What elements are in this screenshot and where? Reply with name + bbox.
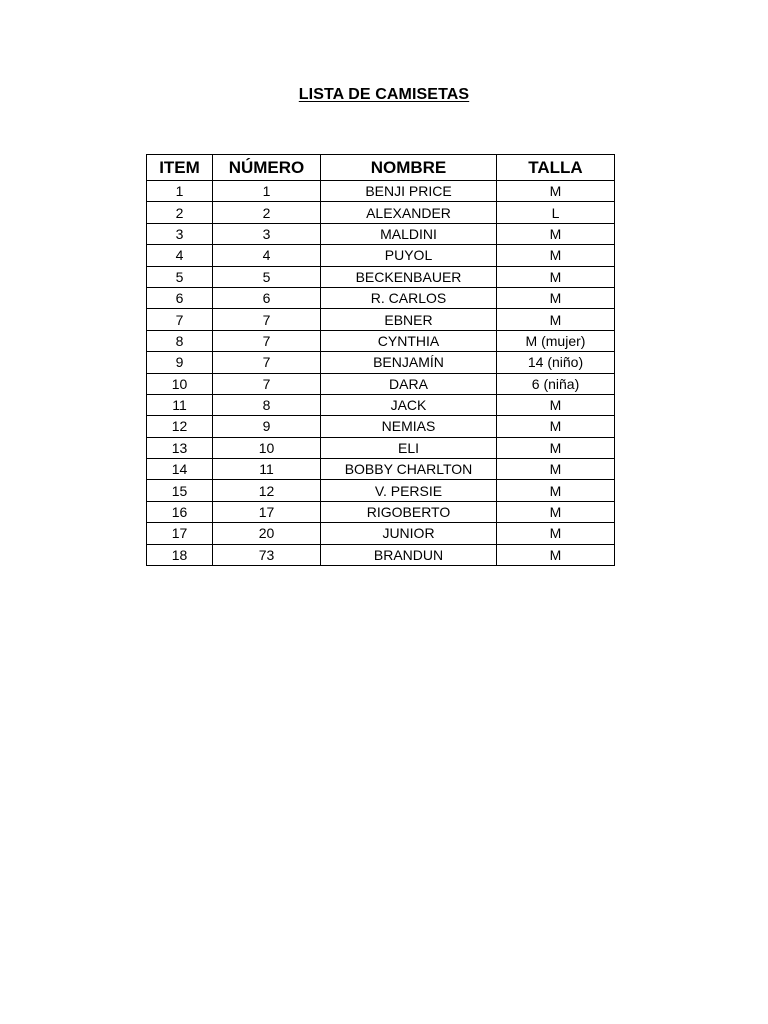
cell-talla: M	[497, 523, 615, 544]
cell-item: 4	[147, 245, 213, 266]
cell-item: 15	[147, 480, 213, 501]
cell-nombre: BRANDUN	[321, 544, 497, 565]
cell-nombre: JUNIOR	[321, 523, 497, 544]
cell-talla: M	[497, 266, 615, 287]
cell-nombre: R. CARLOS	[321, 287, 497, 308]
cell-item: 3	[147, 223, 213, 244]
table-row	[147, 394, 615, 415]
cell-item: 1	[147, 181, 213, 202]
table-row	[147, 330, 615, 351]
table-row	[147, 480, 615, 501]
cell-nombre: MALDINI	[321, 223, 497, 244]
cell-talla: M	[497, 501, 615, 522]
cell-numero: 3	[213, 223, 321, 244]
cell-numero: 7	[213, 330, 321, 351]
cell-talla: 14 (niño)	[497, 352, 615, 373]
table-row	[147, 287, 615, 308]
cell-numero: 12	[213, 480, 321, 501]
cell-talla: M	[497, 416, 615, 437]
table-body	[147, 181, 615, 566]
cell-nombre: RIGOBERTO	[321, 501, 497, 522]
cell-talla: M	[497, 287, 615, 308]
cell-talla: M	[497, 544, 615, 565]
cell-numero: 7	[213, 373, 321, 394]
table-row	[147, 501, 615, 522]
cell-talla: M	[497, 245, 615, 266]
table-row	[147, 416, 615, 437]
header-numero: NÚMERO	[213, 155, 321, 181]
cell-talla: M	[497, 223, 615, 244]
cell-item: 11	[147, 394, 213, 415]
cell-numero: 7	[213, 352, 321, 373]
table-row	[147, 181, 615, 202]
table-row	[147, 352, 615, 373]
cell-item: 5	[147, 266, 213, 287]
table-header	[147, 155, 615, 181]
cell-item: 2	[147, 202, 213, 223]
cell-talla: 6 (niña)	[497, 373, 615, 394]
cell-item: 10	[147, 373, 213, 394]
cell-item: 18	[147, 544, 213, 565]
cell-talla: M	[497, 394, 615, 415]
table-row	[147, 373, 615, 394]
cell-nombre: BOBBY CHARLTON	[321, 459, 497, 480]
cell-numero: 2	[213, 202, 321, 223]
cell-talla: M	[497, 309, 615, 330]
table-row	[147, 266, 615, 287]
cell-numero: 11	[213, 459, 321, 480]
cell-numero: 4	[213, 245, 321, 266]
cell-numero: 1	[213, 181, 321, 202]
cell-nombre: EBNER	[321, 309, 497, 330]
table-row	[147, 459, 615, 480]
cell-nombre: CYNTHIA	[321, 330, 497, 351]
cell-numero: 10	[213, 437, 321, 458]
header-nombre: NOMBRE	[321, 155, 497, 181]
cell-numero: 5	[213, 266, 321, 287]
cell-talla: M	[497, 459, 615, 480]
cell-item: 12	[147, 416, 213, 437]
table-row	[147, 245, 615, 266]
cell-talla: M	[497, 480, 615, 501]
cell-item: 16	[147, 501, 213, 522]
cell-nombre: BENJI PRICE	[321, 181, 497, 202]
header-talla: TALLA	[497, 155, 615, 181]
table-row	[147, 223, 615, 244]
table-row	[147, 202, 615, 223]
cell-numero: 17	[213, 501, 321, 522]
cell-item: 9	[147, 352, 213, 373]
cell-item: 8	[147, 330, 213, 351]
header-item: ITEM	[147, 155, 213, 181]
cell-numero: 7	[213, 309, 321, 330]
cell-talla: M	[497, 437, 615, 458]
cell-item: 14	[147, 459, 213, 480]
cell-nombre: DARA	[321, 373, 497, 394]
cell-item: 7	[147, 309, 213, 330]
cell-nombre: PUYOL	[321, 245, 497, 266]
cell-nombre: BECKENBAUER	[321, 266, 497, 287]
document-title: LISTA DE CAMISETAS	[298, 86, 470, 103]
table-row	[147, 523, 615, 544]
header-row	[147, 155, 615, 181]
cell-talla: M	[497, 181, 615, 202]
cell-talla: L	[497, 202, 615, 223]
cell-nombre: NEMIAS	[321, 416, 497, 437]
cell-item: 6	[147, 287, 213, 308]
cell-numero: 6	[213, 287, 321, 308]
cell-numero: 20	[213, 523, 321, 544]
cell-nombre: V. PERSIE	[321, 480, 497, 501]
shirts-table	[146, 154, 615, 566]
cell-nombre: ALEXANDER	[321, 202, 497, 223]
cell-item: 13	[147, 437, 213, 458]
cell-talla: M (mujer)	[497, 330, 615, 351]
table-row	[147, 309, 615, 330]
cell-item: 17	[147, 523, 213, 544]
cell-nombre: ELI	[321, 437, 497, 458]
cell-nombre: JACK	[321, 394, 497, 415]
table-row	[147, 544, 615, 565]
cell-numero: 8	[213, 394, 321, 415]
table-row	[147, 437, 615, 458]
cell-numero: 73	[213, 544, 321, 565]
cell-numero: 9	[213, 416, 321, 437]
cell-nombre: BENJAMÍN	[321, 352, 497, 373]
